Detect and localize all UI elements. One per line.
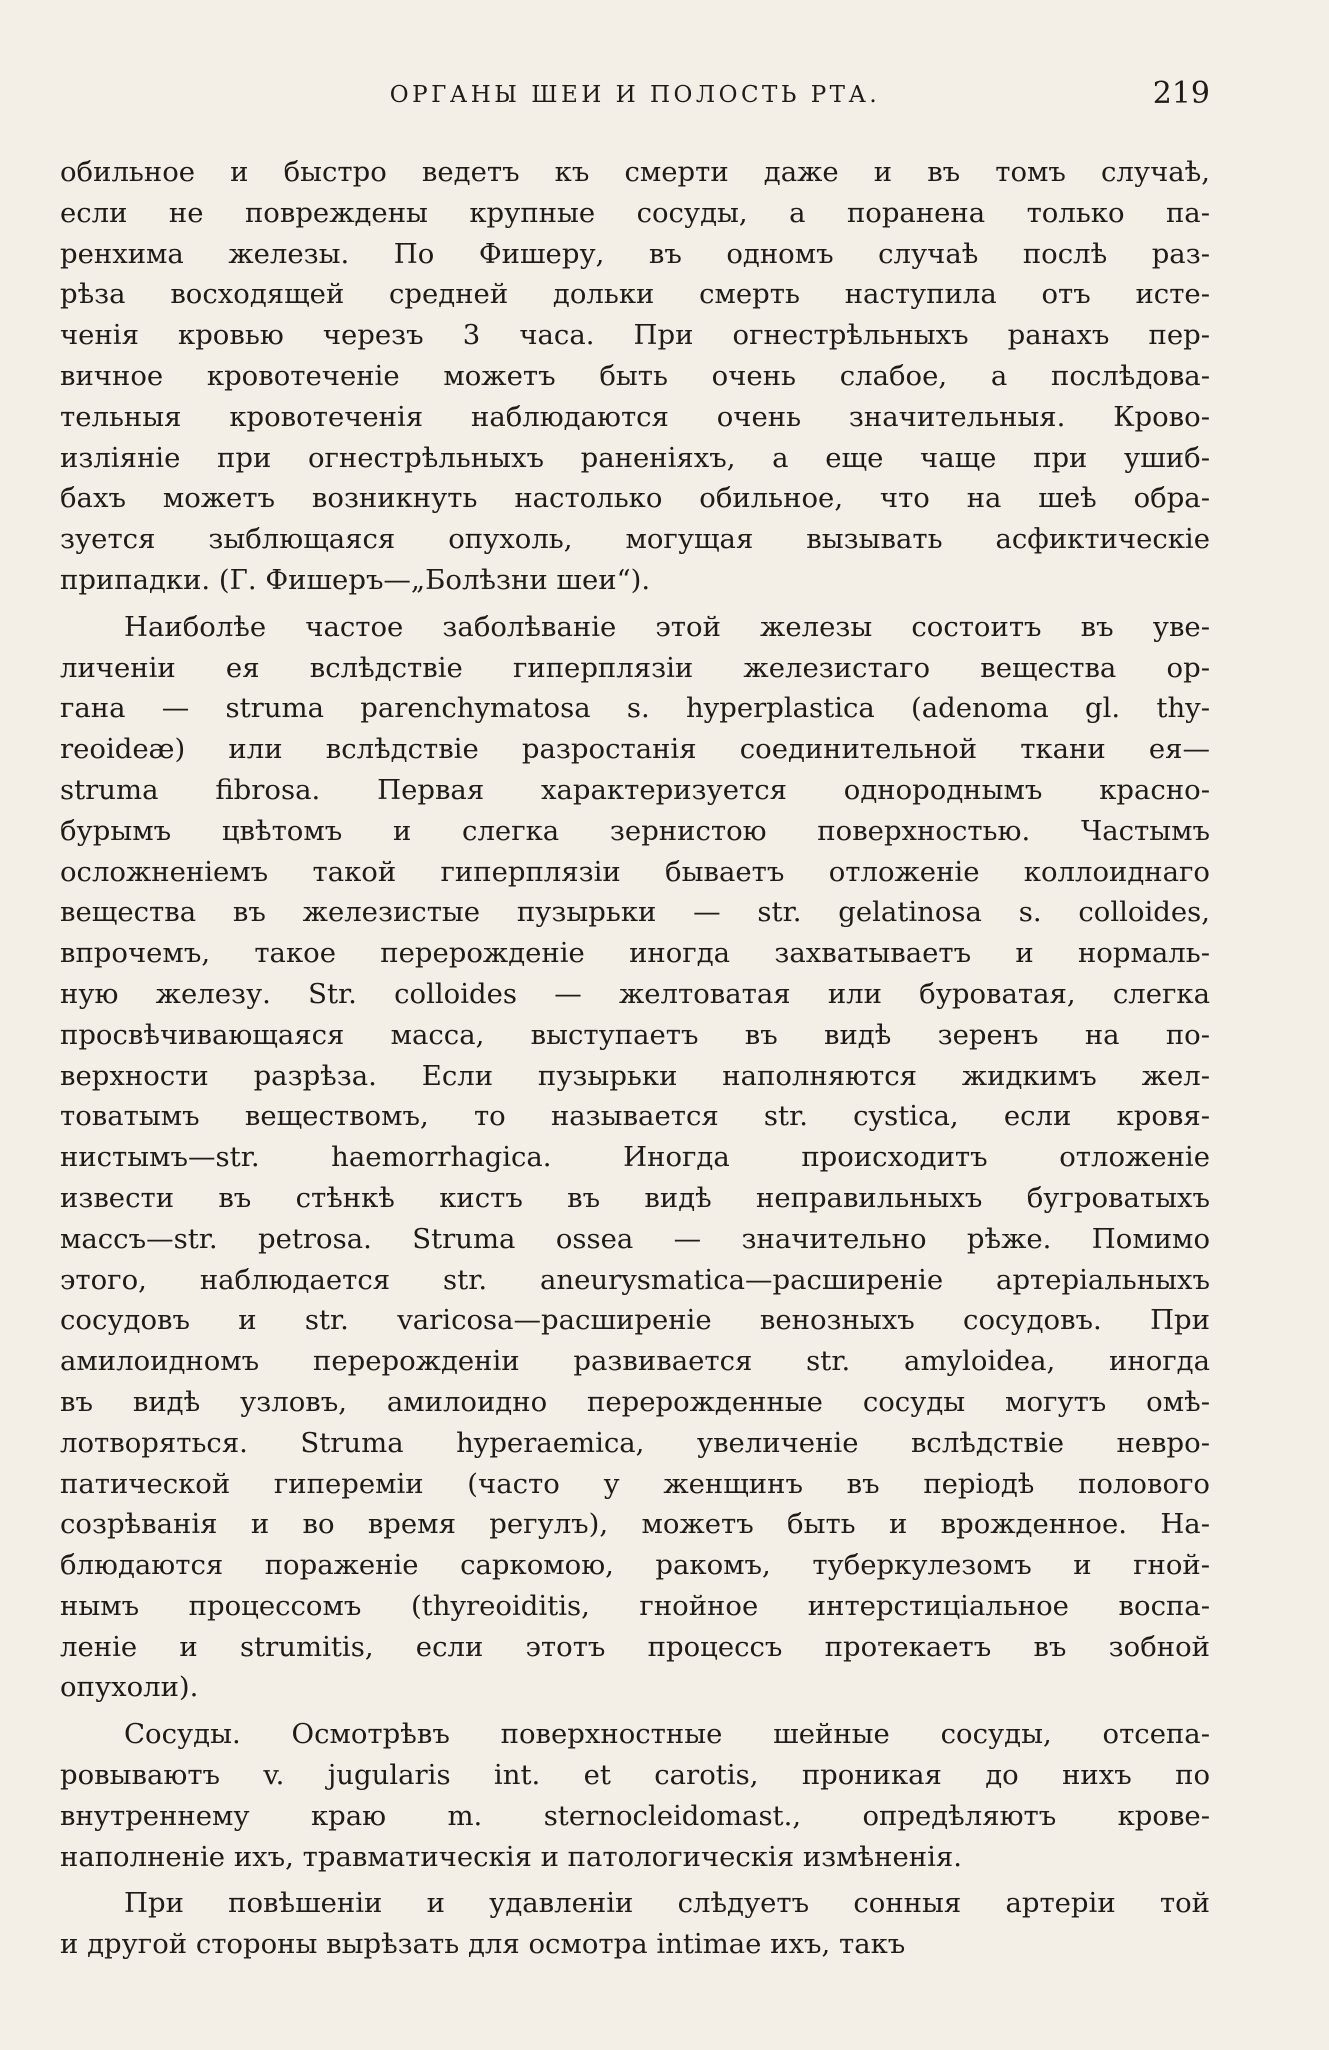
text-line: лотворяться. Struma hyperaemica, увеличеніе вслѣдствіе невро-: [60, 1426, 1210, 1459]
text-line: При повѣшеніи и удавленіи слѣдуетъ сонныя артеріи той: [124, 1887, 1210, 1920]
text-line: товатымъ веществомъ, то называется str. cystica, если кровя-: [60, 1100, 1210, 1133]
text-line: леніе и strumitis, если этотъ процессъ протекаетъ въ зобной: [60, 1630, 1210, 1663]
text-line: созрѣванія и во время регулъ), можетъ быть и врожденное. На-: [60, 1508, 1210, 1541]
text-line: въ видѣ узловъ, амилоидно перерожденные сосуды могутъ омѣ-: [60, 1385, 1210, 1418]
text-line: обильное и быстро ведетъ къ смерти даже и въ томъ случаѣ,: [60, 156, 1210, 188]
text-line: изліяніе при огнестрѣльныхъ раненіяхъ, а еще чаще при ушиб-: [60, 441, 1210, 474]
text-line: извести въ стѣнкѣ кистъ въ видѣ неправильныхъ бугроватыхъ: [60, 1181, 1210, 1214]
body-text: [60, 152, 1210, 1971]
text-line: осложненіемъ такой гиперплязіи бываетъ отложеніе коллоиднаго: [60, 855, 1210, 888]
text-line: вичное кровотеченіе можетъ быть очень слабое, а послѣдова-: [60, 359, 1210, 392]
text-line: припадки. (Г. Фишеръ—„Болѣзни шеи“).: [60, 563, 651, 596]
text-line: нистымъ—str. haemorrhagica. Иногда происходитъ отложеніе: [60, 1141, 1210, 1174]
text-line: бахъ можетъ возникнуть настолько обильное, что на шеѣ обра-: [60, 482, 1210, 515]
text-line: бурымъ цвѣтомъ и слегка зернистою поверхностью. Частымъ: [60, 814, 1210, 847]
text-line: впрочемъ, такое перерожденіе иногда захватываетъ и нормаль-: [60, 937, 1210, 970]
paragraph: [60, 1714, 1210, 1877]
text-line: просвѣчивающаяся масса, выступаетъ въ видѣ зеренъ на по-: [60, 1018, 1210, 1051]
text-line: этого, наблюдается str. aneurysmatica—расширеніе артеріальныхъ: [60, 1263, 1210, 1296]
text-line: нымъ процессомъ (thyreoiditis, гнойное интерстиціальное воспа-: [60, 1589, 1210, 1622]
paragraph: [60, 152, 1210, 601]
text-line: рѣза восходящей средней дольки смерть наступила отъ исте-: [60, 278, 1210, 311]
running-title: ОРГАНЫ ШЕИ И ПОЛОСТЬ РТА.: [389, 82, 881, 108]
text-line: если не повреждены крупные сосуды, а поранена только па-: [60, 196, 1210, 229]
text-line: вещества въ железистые пузырьки — str. gelatinosa s. colloides,: [60, 896, 1210, 929]
text-line: сосудовъ и str. varicosa—расширеніе венозныхъ сосудовъ. При: [60, 1304, 1210, 1337]
text-line: амилоидномъ перерожденіи развивается str. amyloidea, иногда: [60, 1345, 1210, 1378]
paragraph: [60, 1883, 1210, 1965]
paragraph: [60, 607, 1210, 1709]
text-line: Сосуды. Осмотрѣвъ поверхностные шейные сосуды, отсепа-: [124, 1718, 1210, 1751]
text-line: гана — struma parenchymatosa s. hyperplastica (adenoma gl. thy-: [60, 692, 1210, 725]
text-line: и другой стороны вырѣзать для осмотра intimae ихъ, такъ: [60, 1928, 906, 1961]
text-line: личеніи ея вслѣдствіе гиперплязіи железистаго вещества ор-: [60, 651, 1210, 684]
page-number: 219: [1152, 76, 1210, 111]
text-line: наполненіе ихъ, травматическія и патологическія измѣненія.: [60, 1840, 962, 1873]
text-line: struma fibrosa. Первая характеризуется однороднымъ красно-: [60, 773, 1210, 806]
text-line: тельныя кровотеченія наблюдаются очень значительныя. Крово-: [60, 400, 1210, 433]
text-line: ную железу. Str. colloides — желтоватая или буроватая, слегка: [60, 977, 1210, 1010]
text-line: патической гипереміи (часто у женщинъ въ періодѣ полового: [60, 1467, 1210, 1500]
text-line: внутреннему краю m. sternocleidomast., опредѣляютъ крове-: [60, 1799, 1210, 1832]
text-line: блюдаются пораженіе саркомою, ракомъ, туберкулезомъ и гной-: [60, 1549, 1210, 1582]
text-line: Наиболѣе частое заболѣваніе этой железы состоитъ въ уве-: [124, 610, 1210, 643]
text-line: ченія кровью черезъ 3 часа. При огнестрѣльныхъ ранахъ пер-: [60, 319, 1210, 352]
text-line: ренхима железы. По Фишеру, въ одномъ случаѣ послѣ раз-: [60, 237, 1210, 270]
text-line: опухоли).: [60, 1671, 199, 1704]
text-line: reoideæ) или вслѣдствіе разростанія соединительной ткани ея—: [60, 733, 1210, 766]
text-line: ровываютъ v. jugularis int. et carotis, проникая до нихъ по: [60, 1759, 1210, 1792]
text-line: массъ—str. petrosa. Struma ossea — значительно рѣже. Помимо: [60, 1222, 1210, 1255]
text-line: верхности разрѣза. Если пузырьки наполняются жидкимъ жел-: [60, 1059, 1210, 1092]
text-line: зуется зыблющаяся опухоль, могущая вызывать асфиктическіе: [60, 523, 1210, 556]
running-header: [60, 72, 1210, 116]
